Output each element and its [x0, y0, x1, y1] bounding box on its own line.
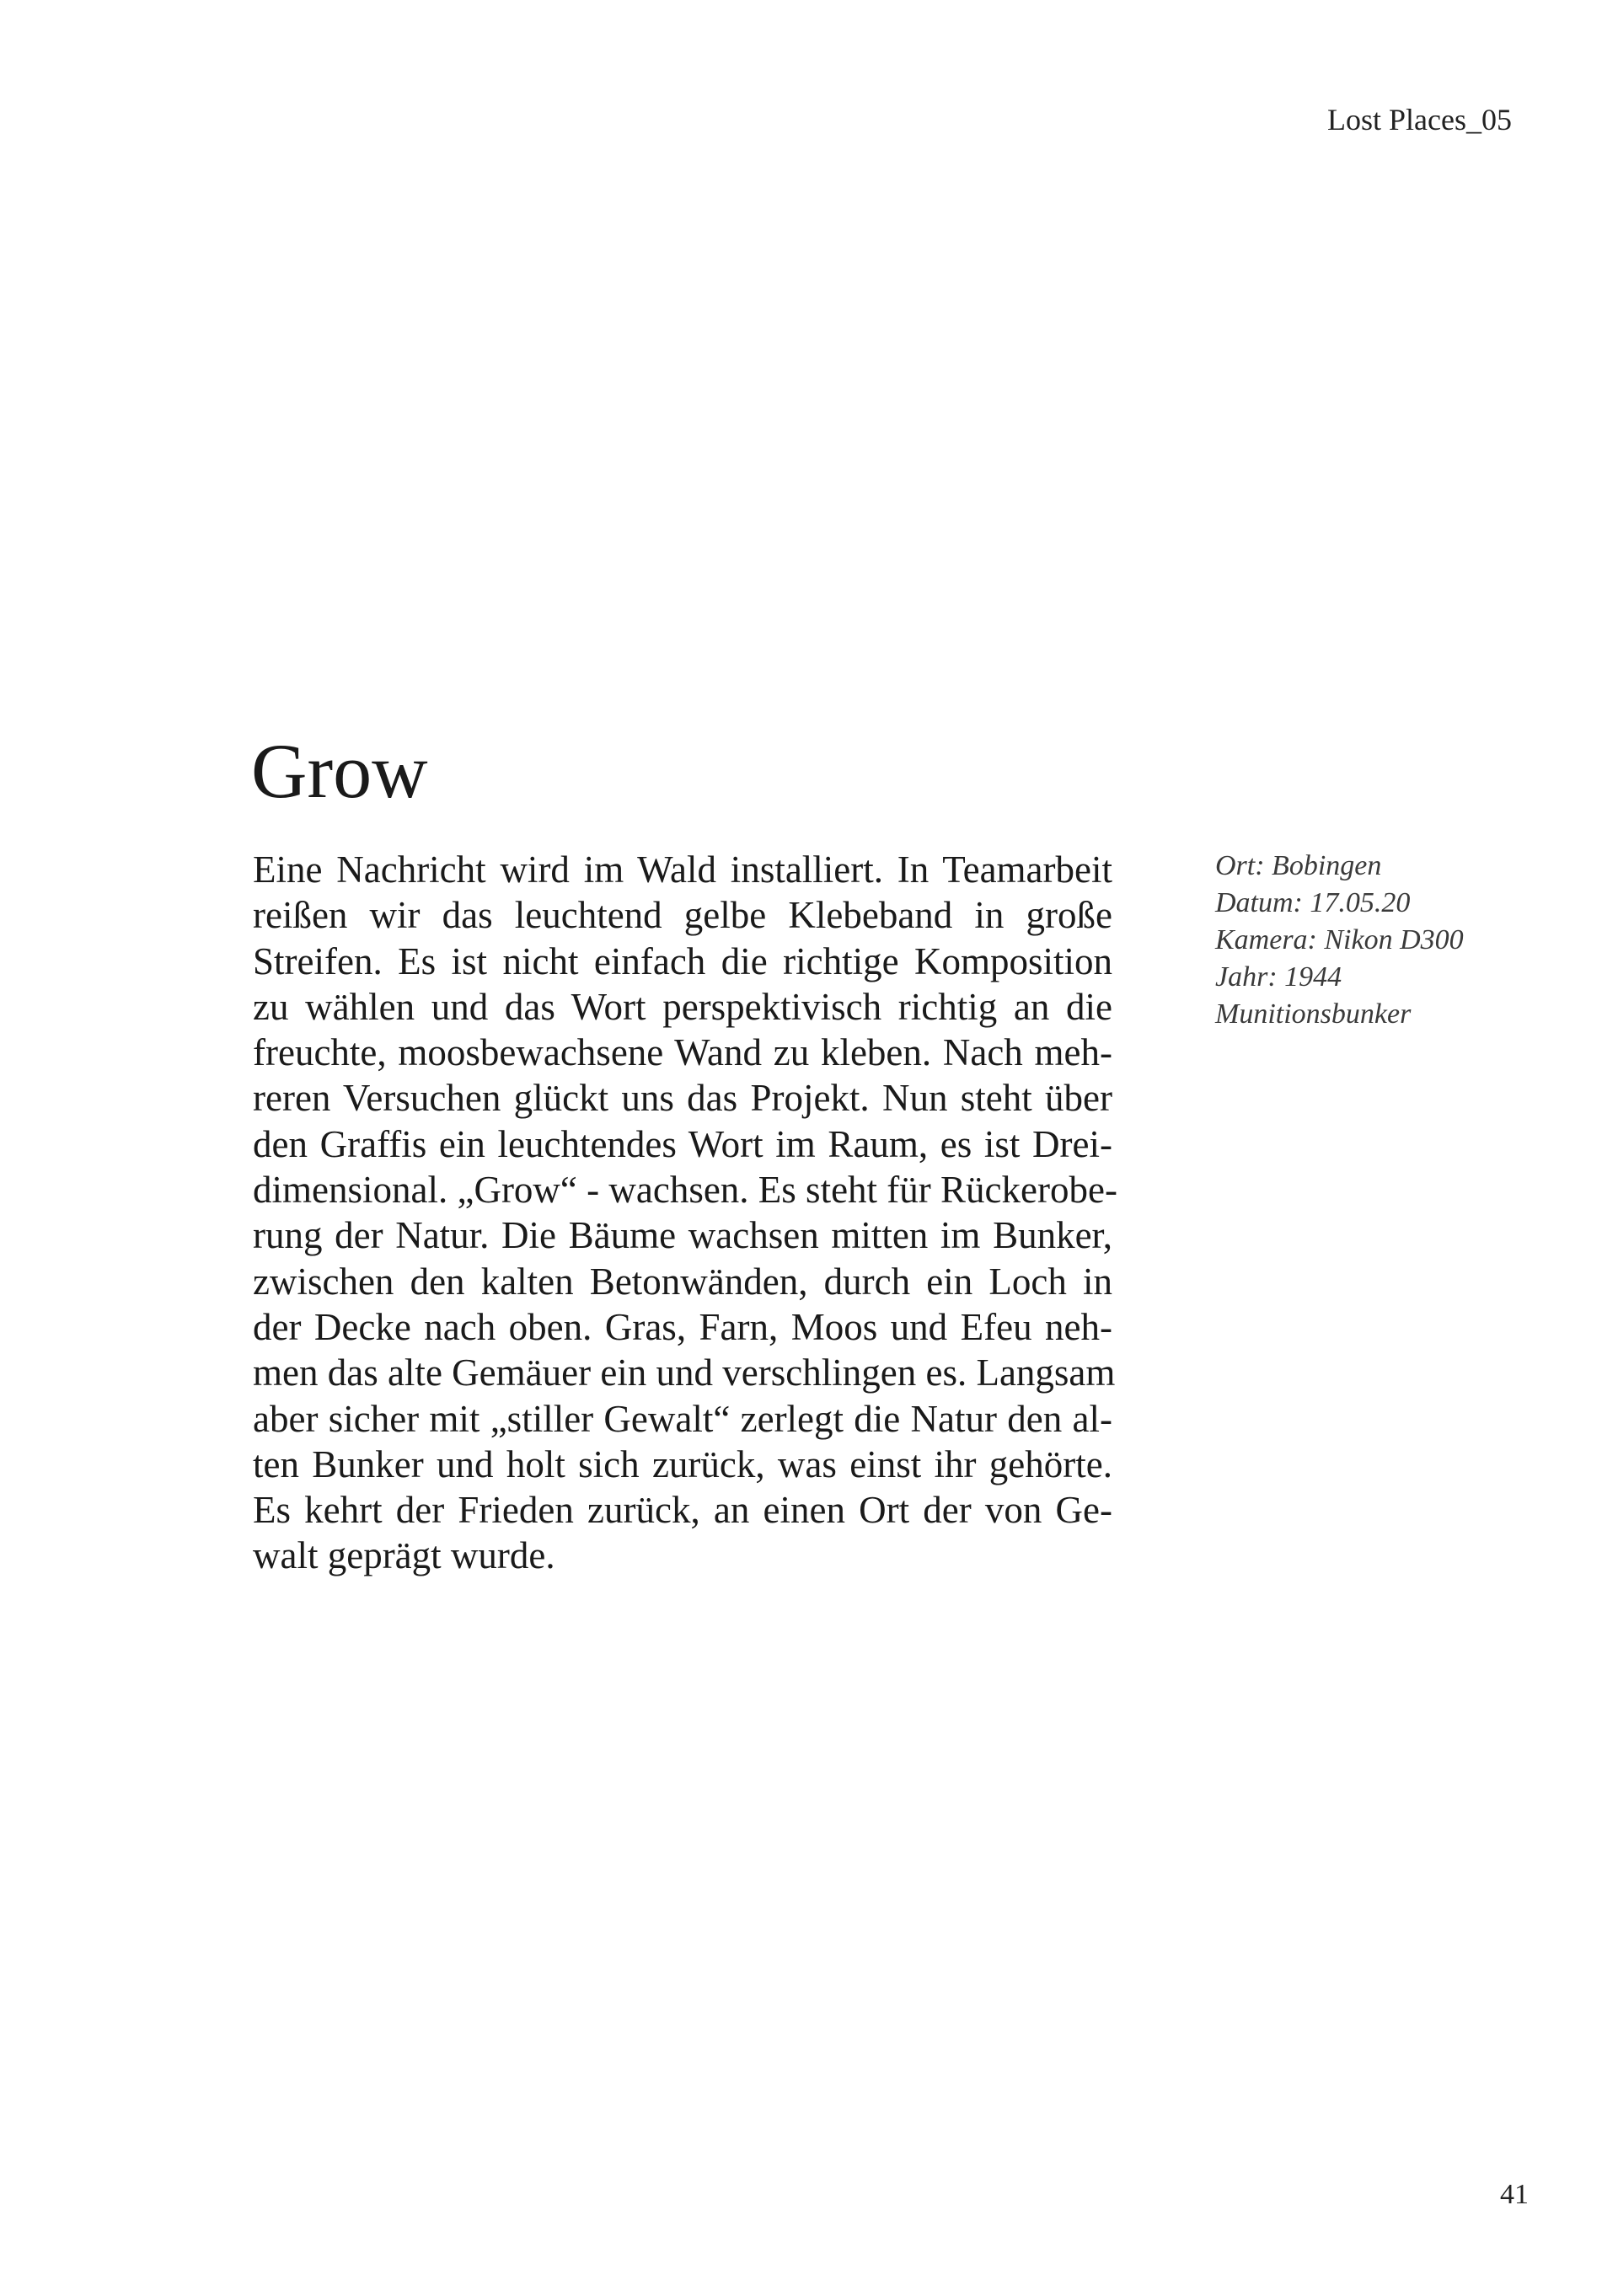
body-line: Es kehrt der Frieden zurück, an einen Ort der von Ge-	[253, 1489, 1112, 1532]
meta-type: Munitionsbunker	[1215, 998, 1412, 1030]
meta-date: Datum: 17.05.20	[1215, 887, 1411, 918]
body-line: walt geprägt wurde.	[253, 1534, 555, 1577]
body-line: dimensional. „Grow“ - wachsen. Es steht für Rückerobe-	[253, 1169, 1117, 1212]
body-line: freuchte, moosbewachsene Wand zu kleben. Nach meh-	[253, 1031, 1112, 1074]
body-line: der Decke nach oben. Gras, Farn, Moos und Efeu neh-	[253, 1305, 1112, 1348]
running-header: Lost Places_05	[1327, 103, 1512, 136]
body-line: Eine Nachricht wird im Wald installiert. In Teamarbeit	[253, 848, 1112, 891]
body-line: reren Versuchen glückt uns das Projekt. Nun steht über	[253, 1077, 1112, 1120]
page-number: 41	[1500, 2179, 1529, 2210]
article-body	[253, 847, 1117, 1579]
body-line: zwischen den kalten Betonwänden, durch ein Loch in	[253, 1260, 1112, 1303]
body-line: ten Bunker und holt sich zurück, was einst ihr gehörte.	[253, 1442, 1112, 1485]
meta-year: Jahr: 1944	[1215, 961, 1342, 993]
body-line: zu wählen und das Wort perspektivisch richtig an die	[253, 985, 1112, 1028]
body-line: aber sicher mit „stiller Gewalt“ zerlegt die Natur den al-	[253, 1397, 1112, 1440]
body-line: reißen wir das leuchtend gelbe Klebeband in große	[253, 894, 1112, 937]
photo-metadata	[1215, 848, 1519, 1033]
body-line: den Graffis ein leuchtendes Wort im Raum, es ist Drei-	[253, 1122, 1112, 1165]
body-line: Streifen. Es ist nicht einfach die richtige Komposition	[253, 939, 1112, 982]
meta-camera: Kamera: Nikon D300	[1215, 924, 1464, 955]
article-title: Grow	[251, 728, 428, 814]
body-line: rung der Natur. Die Bäume wachsen mitten im Bunker,	[253, 1214, 1112, 1257]
meta-location: Ort: Bobingen	[1215, 850, 1382, 881]
body-line: men das alte Gemäuer ein und verschlingen es. Langsam	[253, 1351, 1116, 1394]
